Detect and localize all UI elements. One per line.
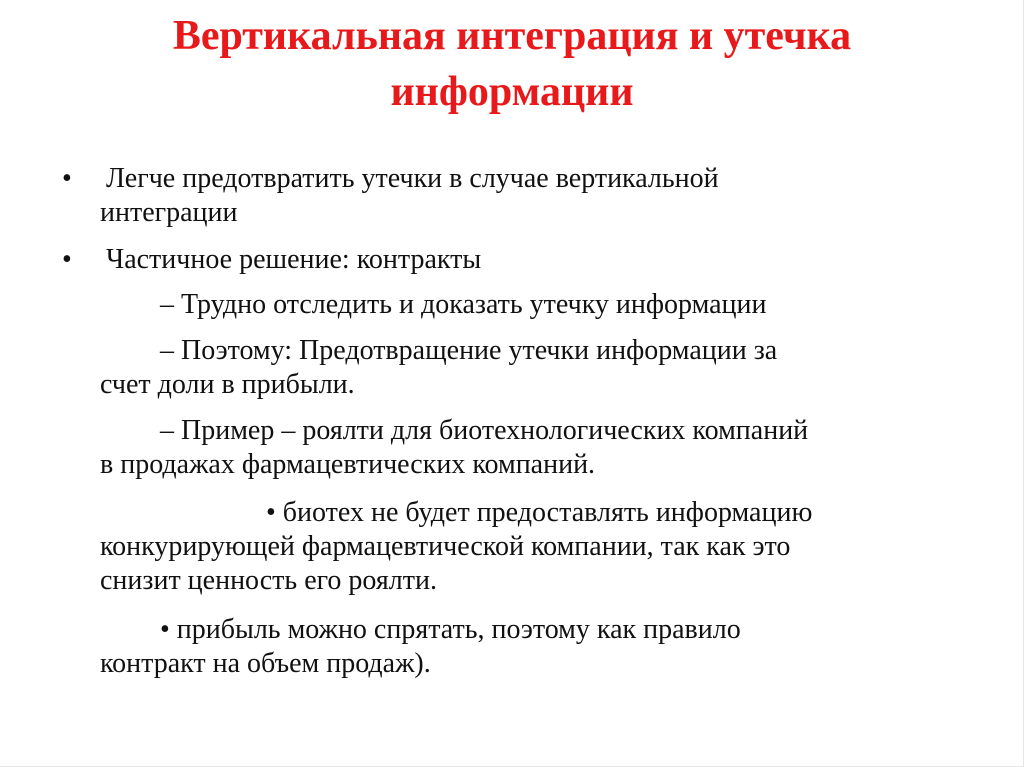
subitem-2-line-1: – Поэтому: Предотвращение утечки информации за	[160, 335, 778, 366]
subitem-1-line-1: – Трудно отследить и доказать утечку информации	[160, 289, 767, 320]
slide-title-line-1: Вертикальная интеграция и утечка	[172, 13, 852, 59]
subsubitem-1-line-1: • биотех не будет предоставлять информацию	[266, 497, 813, 528]
bullet-2-line-1: Частичное решение: контракты	[106, 244, 482, 275]
bullet-2-marker: •	[62, 244, 72, 275]
bullet-1-marker: •	[62, 163, 72, 194]
subitem-3-line-1: – Пример – роялти для биотехнологических компаний	[160, 415, 809, 446]
subsubitem-2-line-2: контракт на объем продаж).	[100, 648, 431, 679]
subsubitem-1-line-2: конкурирующей фармацевтической компании, так как это	[100, 531, 791, 562]
subsubitem-1-line-3: снизит ценность его роялти.	[100, 565, 437, 596]
bullet-1-line-1: Легче предотвратить утечки в случае вертикальной	[106, 163, 719, 194]
slide-title-line-2: информации	[390, 69, 634, 115]
subitem-2-line-2: счет доли в прибыли.	[100, 369, 355, 400]
subsubitem-2-line-1: • прибыль можно спрятать, поэтому как правило	[160, 614, 741, 645]
slide-title	[60, 8, 964, 120]
bullet-1-line-2: интеграции	[100, 197, 238, 228]
subitem-3-line-2: в продажах фармацевтических компаний.	[100, 449, 596, 480]
